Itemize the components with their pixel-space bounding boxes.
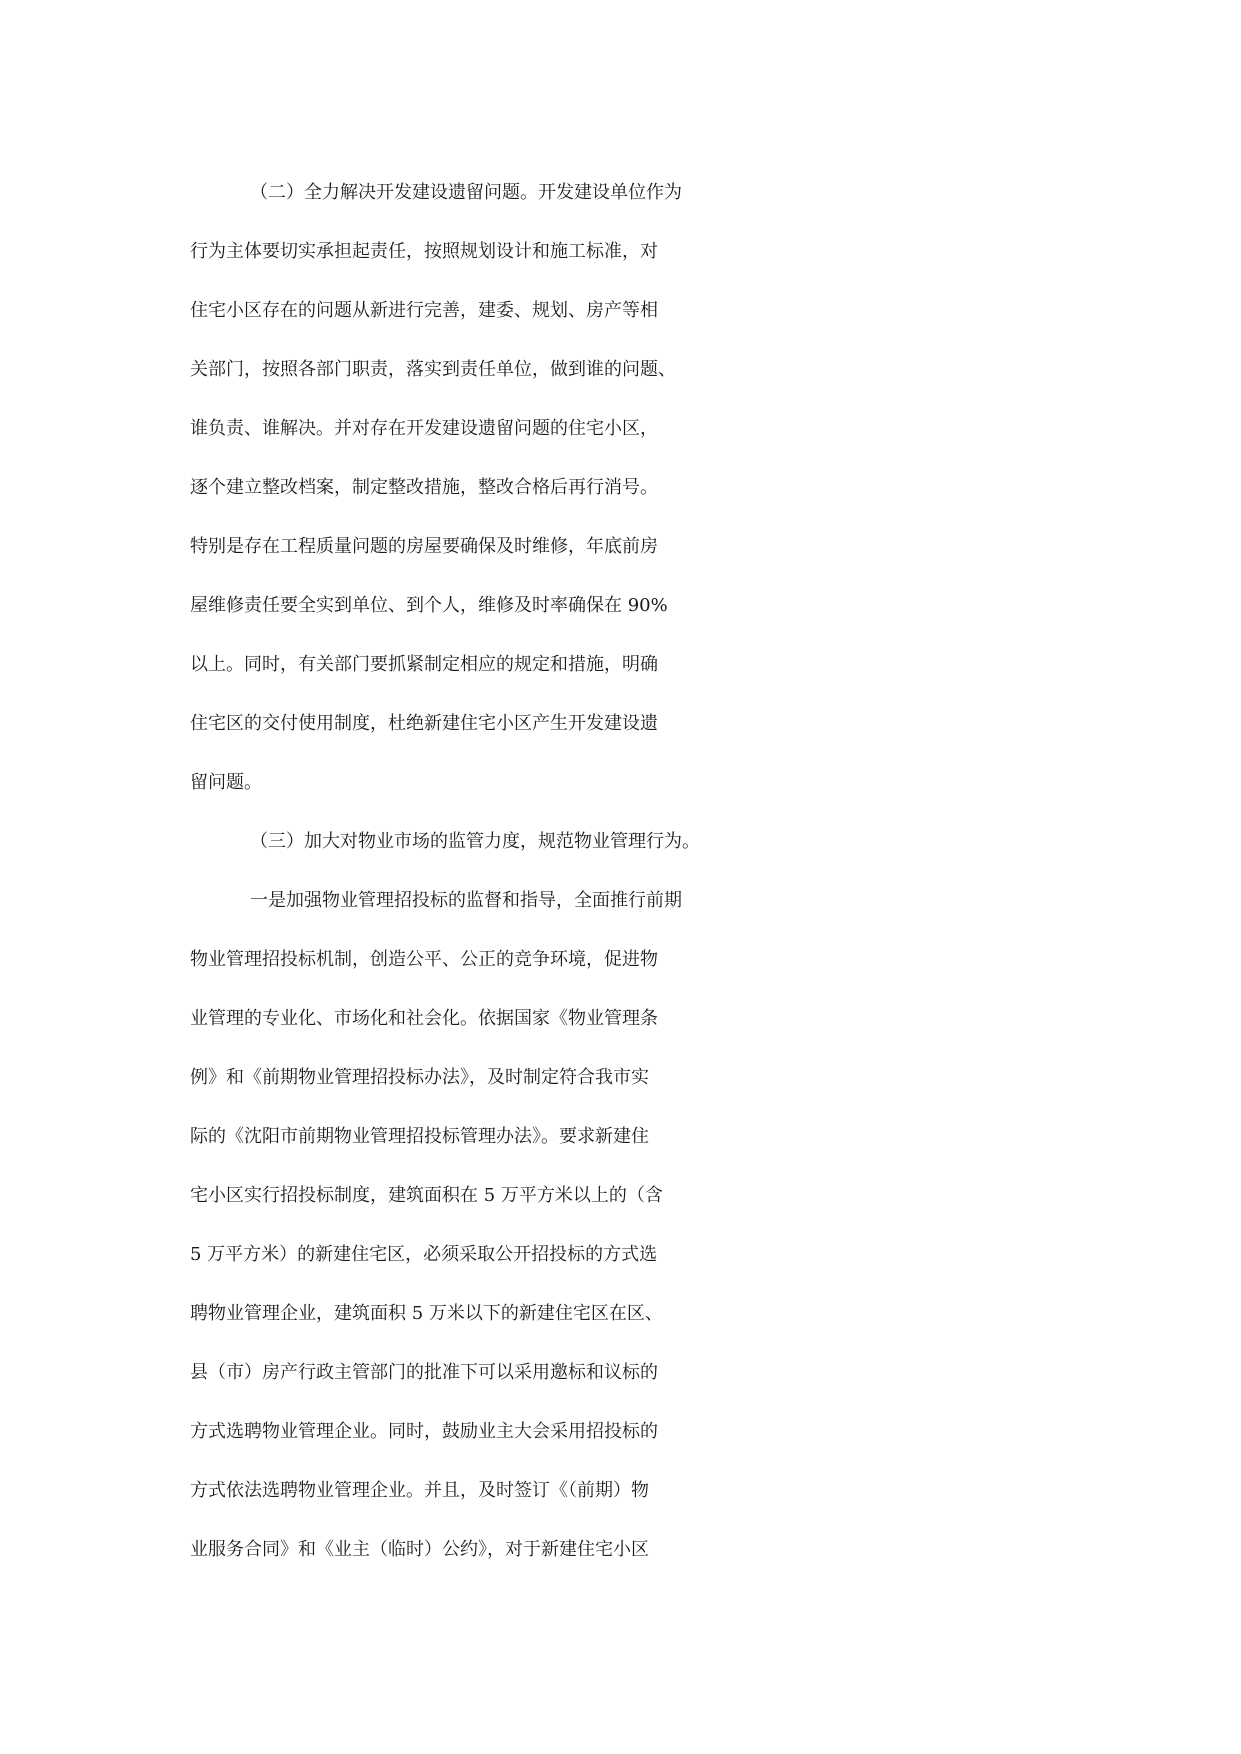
text-line: 特别是存在工程质量问题的房屋要确保及时维修，年底前房	[190, 536, 658, 557]
text-line: 聘物业管理企业，建筑面积 5 万米以下的新建住宅区在区、	[190, 1303, 663, 1324]
text-line: 屋维修责任要全实到单位、到个人，维修及时率确保在 90%	[190, 595, 668, 616]
text-line: 县（市）房产行政主管部门的批准下可以采用邀标和议标的	[190, 1362, 658, 1383]
text-line: （二）全力解决开发建设遗留问题。开发建设单位作为	[250, 182, 682, 203]
text-line: 业管理的专业化、市场化和社会化。依据国家《物业管理条	[190, 1008, 658, 1029]
text-line: 一是加强物业管理招投标的监督和指导，全面推行前期	[250, 890, 682, 911]
text-line: 际的《沈阳市前期物业管理招投标管理办法》。要求新建住	[190, 1126, 649, 1147]
text-line: 例》和《前期物业管理招投标办法》，及时制定符合我市实	[190, 1067, 649, 1088]
text-line: 物业管理招投标机制，创造公平、公正的竞争环境，促进物	[190, 949, 658, 970]
text-line: 住宅小区存在的问题从新进行完善，建委、规划、房产等相	[190, 300, 658, 321]
text-line: 以上。同时，有关部门要抓紧制定相应的规定和措施，明确	[190, 654, 658, 675]
text-line: 业服务合同》和《业主（临时）公约》，对于新建住宅小区	[190, 1539, 649, 1560]
text-line: 行为主体要切实承担起责任，按照规划设计和施工标准，对	[190, 241, 658, 262]
text-line: 宅小区实行招投标制度，建筑面积在 5 万平方米以上的（含	[190, 1185, 663, 1206]
text-line: 5 万平方米）的新建住宅区，必须采取公开招投标的方式选	[190, 1244, 658, 1265]
text-line: 住宅区的交付使用制度，杜绝新建住宅小区产生开发建设遗	[190, 713, 658, 734]
section-heading: （三）加大对物业市场的监管力度，规范物业管理行为。	[250, 831, 700, 852]
text-line: 逐个建立整改档案，制定整改措施，整改合格后再行消号。	[190, 477, 658, 498]
text-line: 关部门，按照各部门职责，落实到责任单位，做到谁的问题、	[190, 359, 676, 380]
text-line: 留问题。	[190, 772, 262, 793]
text-line: 谁负责、谁解决。并对存在开发建设遗留问题的住宅小区，	[190, 418, 658, 439]
text-line: 方式选聘物业管理企业。同时，鼓励业主大会采用招投标的	[190, 1421, 658, 1442]
text-line: 方式依法选聘物业管理企业。并且，及时签订《（前期）物	[190, 1480, 649, 1501]
